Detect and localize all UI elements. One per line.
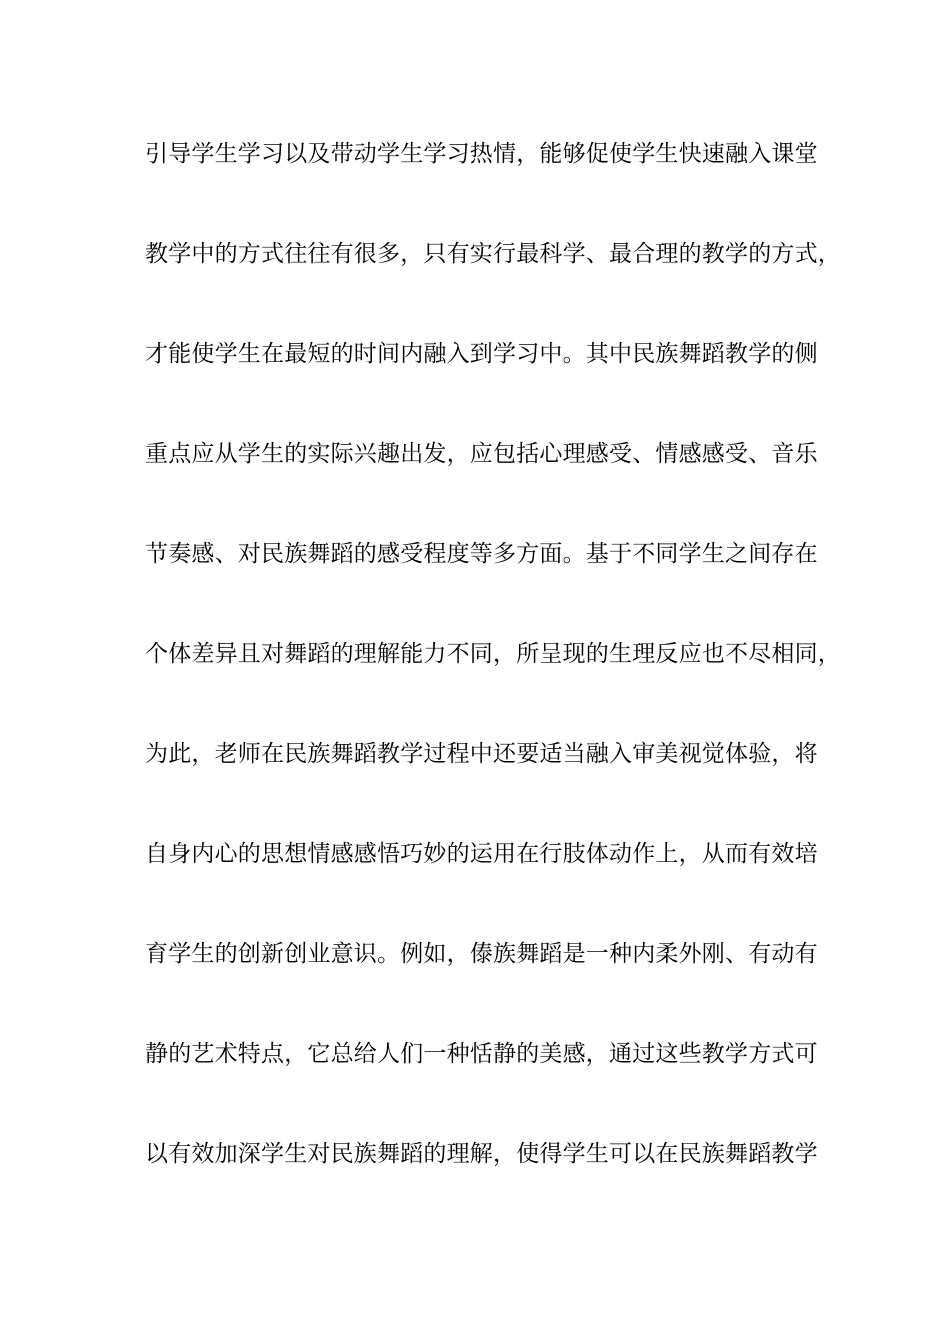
text-line-9: 育学生的创新创业意识。例如，傣族舞蹈是一种内柔外刚、有动有 <box>145 941 818 967</box>
text-line-3: 才能使学生在最短的时间内融入到学习中。其中民族舞蹈教学的侧 <box>145 341 818 367</box>
text-line-4: 重点应从学生的实际兴趣出发，应包括心理感受、情感感受、音乐 <box>145 441 818 467</box>
text-line-11: 以有效加深学生对民族舞蹈的理解，使得学生可以在民族舞蹈教学 <box>145 1141 818 1167</box>
text-line-2: 教学中的方式往往有很多，只有实行最科学、最合理的教学的方式， <box>145 241 841 267</box>
text-line-1: 引导学生学习以及带动学生学习热情，能够促使学生快速融入课堂 <box>145 141 818 167</box>
body-text <box>145 130 841 1230</box>
text-line-8: 自身内心的思想情感感悟巧妙的运用在行肢体动作上，从而有效培 <box>145 841 818 867</box>
text-line-10: 静的艺术特点，它总给人们一种恬静的美感，通过这些教学方式可 <box>145 1041 818 1067</box>
text-line-5: 节奏感、对民族舞蹈的感受程度等多方面。基于不同学生之间存在 <box>145 541 818 567</box>
text-line-6: 个体差异且对舞蹈的理解能力不同，所呈现的生理反应也不尽相同， <box>145 641 841 667</box>
text-line-7: 为此，老师在民族舞蹈教学过程中还要适当融入审美视觉体验，将 <box>145 741 818 767</box>
